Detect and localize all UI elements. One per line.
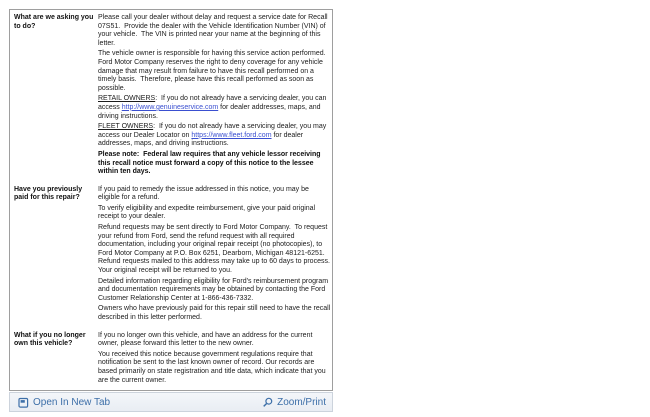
document-viewer (9, 9, 333, 412)
open-in-new-tab-label: Open In New Tab (33, 396, 111, 408)
text-run: for dealer addresses, maps, and driving instructions. (98, 131, 306, 148)
fleet-ford-link[interactable]: https://www.fleet.ford.com (191, 131, 272, 139)
zoom-print-button[interactable] (262, 397, 326, 408)
open-in-new-tab-icon (18, 397, 29, 408)
paragraph (98, 123, 331, 149)
underlined-label: FLEET OWNERS (98, 123, 154, 131)
letter-table-body (10, 10, 333, 391)
text-run: Please note: Federal law requires that any vehicle lessor receiving this recall notice must forward a copy of this notice to the lessee within ten days. (98, 150, 323, 176)
paragraph (98, 186, 331, 203)
text-run: Owners who have previously paid for this repair still need to have the recall described in this letter performed. (98, 305, 333, 321)
answer-cell (98, 10, 333, 182)
magnifier-icon (262, 397, 273, 408)
zoom-print-label: Zoom/Print (277, 396, 326, 408)
paragraph (98, 224, 334, 276)
text-run: If you paid to remedy the issue addressed in this notice, you may be eligible for a refund. (98, 185, 311, 202)
text-run: : If you do not already have a servicing dealer, you can access (98, 95, 329, 111)
question-cell: What if you no longer own this vehicle? (14, 331, 86, 348)
answer-cell (98, 328, 333, 391)
recall-letter-table (9, 9, 333, 391)
paragraph (98, 305, 331, 322)
question-cell: Have you previously paid for this repair? (14, 185, 83, 202)
answer-cell (98, 182, 333, 328)
paragraph (98, 351, 331, 385)
viewer-toolbar (9, 392, 333, 412)
letter-row (10, 182, 333, 328)
text-run: The vehicle owner is responsible for having this service action performed. Ford Motor Company reserves the right to deny coverage for any vehicle damage that may result from failure to have this recall performed on a timely basis. Therefore, please have this recall performed as soon as possible. (98, 50, 328, 92)
text-run: Please call your dealer without delay and request a service date for Recall 07S51. Provide the dealer with the Vehicle Identification Number (VIN) of your vehicle. The VIN is printed near your name at the beginning of this letter. (98, 14, 330, 47)
underlined-label: RETAIL OWNERS (98, 95, 156, 103)
letter-row (10, 10, 333, 182)
paragraph (98, 205, 331, 222)
question-cell: What are we asking you to do? (14, 14, 94, 30)
letter-row (10, 328, 333, 391)
text-run: Detailed information regarding eligibility for Ford's reimbursement program and documentation requirements may be obtained by contacting the Ford Customer Relationship Center at 1-866-436-7332. (98, 277, 331, 302)
paragraph (98, 332, 331, 349)
genuineservice-link[interactable]: http://www.genuineservice.com (121, 103, 219, 111)
paragraph (98, 50, 331, 93)
note-paragraph (98, 151, 331, 177)
paragraph (98, 278, 331, 304)
text-run: : If you do not already have a servicing dealer, you may access our Dealer Locator on (98, 123, 329, 139)
text-run: If you no longer own this vehicle, and have an address for the current owner, please forward this letter to the new owner. (98, 331, 315, 348)
text-run: Refund requests may be sent directly to Ford Motor Company. To request your refund from Ford, send the refund request with all required documentation, including your original repair receipt (no photocopies), to Ford Motor Company at P.O. Box 6251, Dearborn, Michigan 48121-6251. Refund requests mailed to this address may take up to 60 days to process. Your original receipt will be returned to you. (98, 224, 334, 275)
paragraph (98, 95, 331, 121)
text-run: You received this notice because government regulations require that notification be sent to the last known owner of record. Our records are based primarily on state registration and title data, which indicate that you are the current owner. (98, 350, 328, 384)
text-run: for dealer addresses, maps, and driving instructions. (98, 103, 323, 120)
paragraph (98, 14, 331, 48)
open-in-new-tab-button[interactable] (18, 397, 110, 408)
text-run: To verify eligibility and expedite reimbursement, give your paid original receipt to your dealer. (98, 204, 318, 221)
